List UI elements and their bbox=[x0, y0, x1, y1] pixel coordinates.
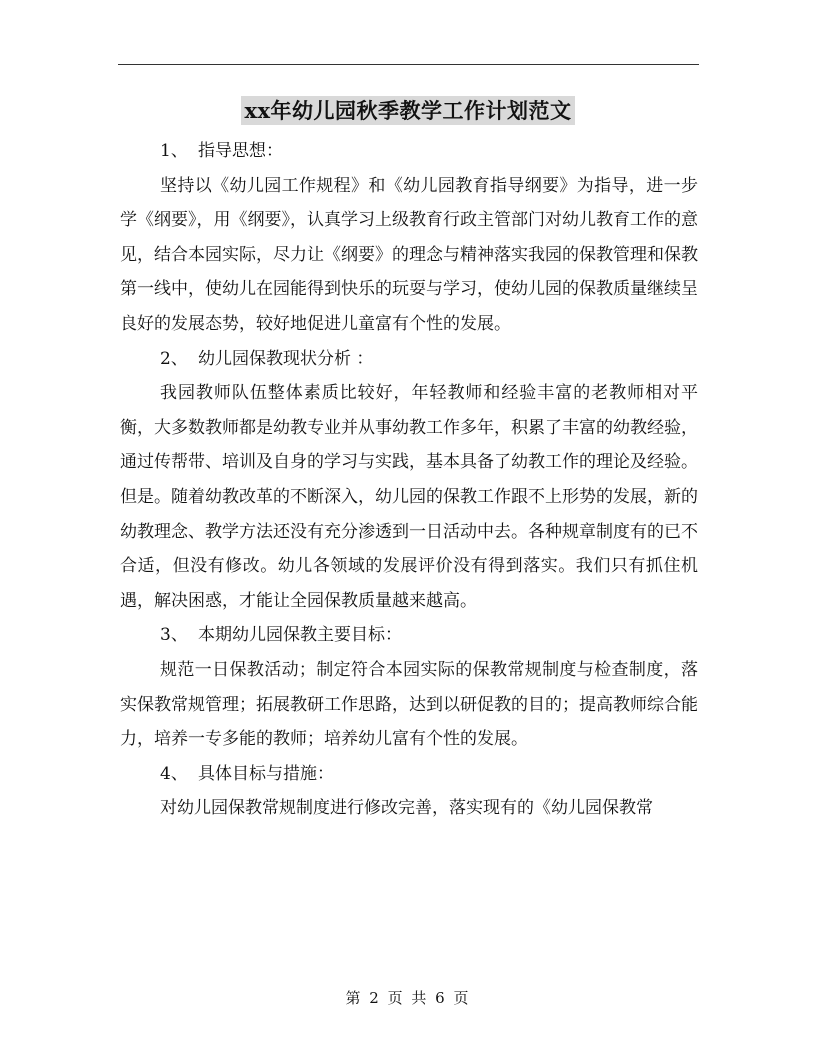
section-4-heading bbox=[120, 757, 698, 792]
document-body bbox=[120, 134, 698, 826]
section-3-title: 本期幼儿园保教主要目标： bbox=[198, 625, 402, 646]
page-footer: 第 2 页 共 6 页 bbox=[345, 989, 471, 1007]
section-3-paragraph: 规范一日保教活动；制定符合本园实际的保教常规制度与检查制度，落实保教常规管理；拓展教研工作思路，达到以研促教的目的；提高教师综合能力，培养一专多能的教师；培养幼儿富有个性的发展。 bbox=[120, 659, 698, 750]
section-3-heading bbox=[120, 618, 698, 653]
section-2-paragraph: 我园教师队伍整体素质比较好，年轻教师和经验丰富的老教师相对平衡，大多数教师都是幼教专业并从事幼教工作多年，积累了丰富的幼教经验，通过传帮带、培训及自身的学习与实践，基本具备了幼教工作的理论及经验。但是。随着幼教改革的不断深入，幼儿园的保教工作跟不上形势的发展，新的幼教理念、教学方法还没有充分渗透到一日活动中去。各种规章制度有的已不合适，但没有修改。幼儿各领域的发展评价没有得到落实。我们只有抓住机遇，解决困惑，才能让全园保教质量越来越高。 bbox=[120, 383, 698, 611]
section-1-heading bbox=[120, 134, 698, 169]
section-1-title: 指导思想： bbox=[198, 141, 283, 161]
document-title-wrap bbox=[0, 95, 816, 125]
section-4-title: 具体目标与措施： bbox=[198, 763, 334, 784]
section-1-number: 1、 bbox=[160, 141, 188, 161]
section-2-title: 幼儿园保教现状分析 ： bbox=[198, 348, 374, 369]
section-1-paragraph: 坚持以《幼儿园工作规程》和《幼儿园教育指导纲要》为指导，进一步学《纲要》，用《纲要》，认真学习上级教育行政主管部门对幼儿教育工作的意见，结合本园实际，尽力让《纲要》的理念与精神落实我园的保教管理和保教第一线中，使幼儿在园能得到快乐的玩耍与学习，使幼儿园的保教质量继续呈良好的发展态势，较好地促进儿童富有个性的发展。 bbox=[120, 175, 698, 334]
section-4-paragraph: 对幼儿园保教常规制度进行修改完善，落实现有的《幼儿园保教常 bbox=[160, 798, 653, 819]
section-3-number: 3、 bbox=[160, 625, 188, 646]
header-rule bbox=[118, 64, 699, 65]
section-4-number: 4、 bbox=[160, 763, 188, 784]
document-title: xx年幼儿园秋季教学工作计划范文 bbox=[241, 96, 574, 125]
section-2-heading bbox=[120, 342, 698, 377]
section-2-number: 2、 bbox=[160, 348, 188, 369]
